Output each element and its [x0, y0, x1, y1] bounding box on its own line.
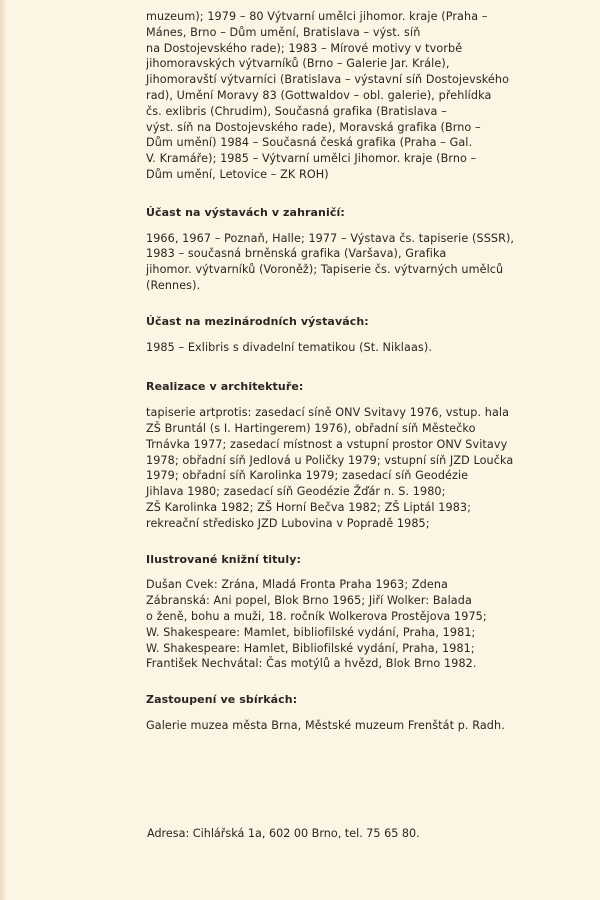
text-line: Mánes, Brno – Dům umění, Bratislava – výst. síň — [146, 25, 421, 39]
section-heading: Realizace v architektuře: — [146, 380, 304, 394]
text-line: o ženě, bohu a muži, 18. ročník Wolkerova Prostějova 1975; — [146, 609, 487, 623]
text-line: Trnávka 1977; zasedací místnost a vstupní prostor ONV Svitavy — [146, 437, 508, 451]
section-text — [146, 577, 558, 672]
section-heading: Účast na mezinárodních výstavách: — [146, 314, 369, 328]
text-line: jihomor. výtvarníků (Voroněž); Tapiserie čs. výtvarných umělců — [146, 263, 504, 277]
text-line: (Rennes). — [146, 278, 201, 292]
text-line: W. Shakespeare: Mamlet, bibliofilské vydání, Praha, 1981; — [146, 625, 476, 639]
section-text — [146, 405, 558, 531]
section-text — [146, 340, 558, 356]
address-line: Adresa: Cihlářská 1a, 602 00 Brno, tel. 75 65 80. — [147, 827, 420, 840]
text-line: čs. exlibris (Chrudim), Současná grafika (Bratislava – — [146, 104, 447, 118]
section-heading: Zastoupení ve sbírkách: — [146, 693, 298, 707]
intro-paragraph — [146, 9, 558, 183]
section-international-exhibitions — [146, 314, 558, 356]
text-line: tapiserie artprotis: zasedací síně ONV Svitavy 1976, vstup. hala — [146, 406, 510, 420]
text-line: výst. síň na Dostojevského rade), Moravská grafika (Brno – — [146, 120, 481, 134]
text-line: muzeum); 1979 – 80 Výtvarní umělci jihomor. kraje (Praha – — [146, 10, 488, 23]
text-line: rekreační středisko JZD Lubovina v Popradě 1985; — [146, 516, 430, 530]
text-line: Jihomoravští výtvarníci (Bratislava – výstavní síň Dostojevského — [146, 73, 510, 87]
section-heading: Účast na výstavách v zahraničí: — [146, 205, 345, 219]
text-line: 1978; obřadní síň Jedlová u Poličky 1979; vstupní síň JZD Loučka — [146, 453, 514, 467]
text-line: 1983 – současná brněnská grafika (Varšava), Grafika — [146, 247, 447, 261]
text-line: ZŠ Bruntál (s I. Hartingerem) 1976), obřadní síň Městečko — [146, 421, 476, 435]
text-line: Dušan Cvek: Zrána, Mladá Fronta Praha 1963; Zdena — [146, 578, 448, 592]
section-text — [146, 718, 558, 734]
text-line: jihomoravských výtvarníků (Brno – Galerie Jar. Krále), — [146, 57, 450, 71]
section-architecture — [146, 379, 558, 531]
section-illustrated-books — [146, 552, 558, 673]
section-foreign-exhibitions — [146, 205, 558, 294]
text-line: Zábranská: Ani popel, Blok Brno 1965; Jiří Wolker: Balada — [146, 594, 472, 608]
text-line: rad), Umění Moravy 83 (Gottwaldov – obl. galerie), přehlídka — [146, 88, 492, 102]
section-text — [146, 231, 558, 294]
page-edge-shadow — [0, 0, 6, 900]
text-line: 1966, 1967 – Poznaň, Halle; 1977 – Výstava čs. tapiserie (SSSR), — [146, 231, 515, 245]
section-heading: Ilustrované knižní tituly: — [146, 552, 302, 566]
text-line: Dům umění) 1984 – Současná česká grafika (Praha – Gal. — [146, 136, 473, 150]
text-line: na Dostojevského rade); 1983 – Mírové motivy v tvorbě — [146, 41, 463, 55]
text-line: Galerie muzea města Brna, Městské muzeum Frenštát p. Radh. — [146, 718, 505, 732]
text-line: 1985 – Exlibris s divadelní tematikou (St. Niklaas). — [146, 340, 432, 354]
text-line: František Nechvátal: Čas motýlů a hvězd, Blok Brno 1982. — [146, 657, 477, 671]
text-line: ZŠ Karolinka 1982; ZŠ Horní Bečva 1982; ZŠ Liptál 1983; — [146, 500, 471, 514]
text-line: Jihlava 1980; zasedací síň Geodézie Žďár n. S. 1980; — [146, 485, 446, 499]
text-line: V. Kramáře); 1985 – Výtvarní umělci Jihomor. kraje (Brno – — [146, 152, 477, 166]
section-collections — [146, 692, 558, 734]
document-body — [146, 9, 558, 734]
text-line: 1979; obřadní síň Karolinka 1979; zasedací síň Geodézie — [146, 469, 469, 483]
text-line: W. Shakespeare: Hamlet, Bibliofilské vydání, Praha, 1981; — [146, 641, 475, 655]
text-line: Dům umění, Letovice – ZK ROH) — [146, 167, 329, 181]
